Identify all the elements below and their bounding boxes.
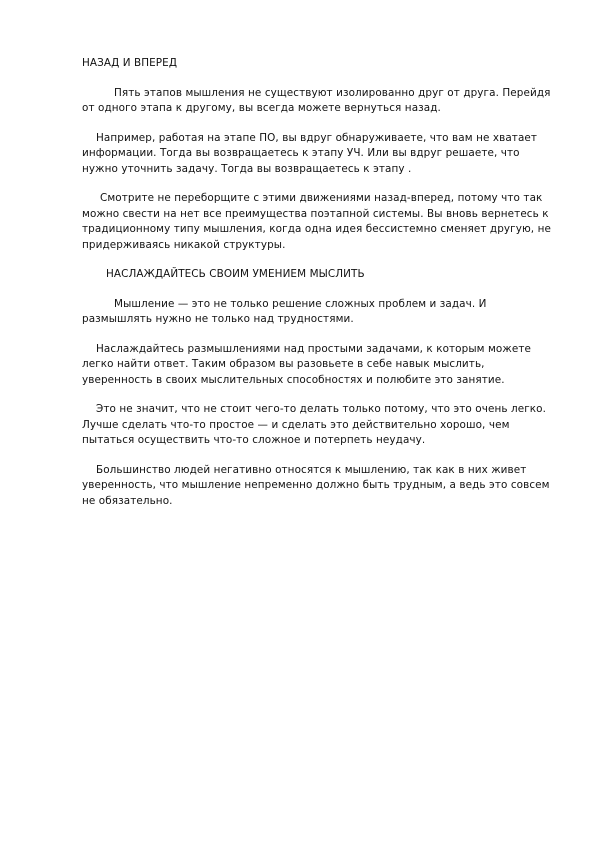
paragraph-warning: Смотрите не переборщите с этими движениями назад-вперед, потому что так можно свести на нет все преимущества поэтапной системы. Вы вновь вернетесь к традиционному типу мышления, когда одна идея бессистемно сменяет другую, не придерживаясь никакой структуры.	[82, 192, 551, 251]
document-body	[82, 56, 552, 523]
paragraph-stages: Пять этапов мышления не существуют изолированно друг от друга. Перейдя от одного этапа к другому, вы всегда можете вернуться назад.	[82, 86, 551, 114]
paragraph-thinking: Мышление — это не только решение сложных проблем и задач. И размышлять нужно не только над трудностями.	[82, 297, 487, 325]
paragraph-example: Например, работая на этапе ПО, вы вдруг обнаруживаете, что вам не хватает информации. Тогда вы возвращаетесь к этапу УЧ. Или вы вдруг решаете, что нужно уточнить задачу. Тогда вы возвращаетесь к этапу .	[82, 131, 538, 175]
paragraph-simple: Это не значит, что не стоит чего-то делать только потому, что это очень легко. Лучше сделать что-то простое — и сделать это действительно хорошо, чем пытаться осуществить что-то сложное и потерпеть неудачу.	[82, 403, 547, 446]
section-heading-back-and-forth: НАЗАД И ВПЕРЕД	[82, 57, 178, 69]
paragraph-enjoy: Наслаждайтесь размышлениями над простыми задачами, к которым можете легко найти ответ. Таким образом вы разовьете в себе навык мыслить, уверенность в своих мыслительных способностях и полюбите это занятие.	[82, 342, 531, 386]
section-heading-enjoy-thinking: НАСЛАЖДАЙТЕСЬ СВОИМ УМЕНИЕМ МЫСЛИТЬ	[106, 268, 365, 280]
paragraph-majority: Большинство людей негативно относятся к мышлению, так как в них живет уверенность, что мышление непременно должно быть трудным, а ведь это совсем не обязательно.	[82, 463, 550, 507]
